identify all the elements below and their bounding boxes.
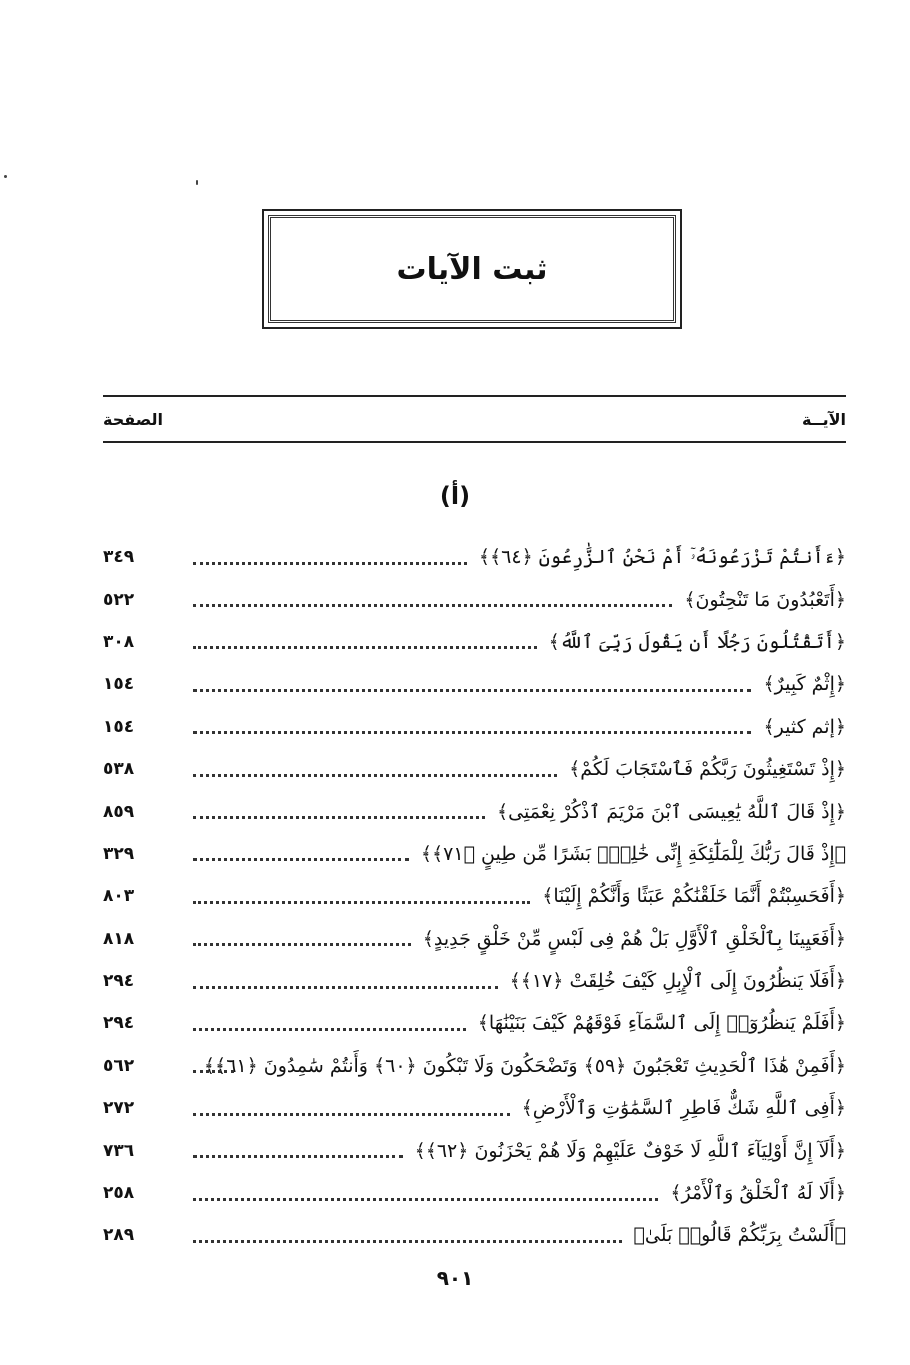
dot-leader — [193, 1198, 658, 1201]
index-entry — [103, 1087, 846, 1129]
index-entry — [103, 748, 846, 790]
index-entry — [103, 1002, 846, 1044]
dot-leader — [193, 646, 537, 649]
dot-leader — [193, 604, 672, 607]
dot-leader — [193, 1155, 403, 1158]
verse-text: ﴿ءَأَنتُمْ تَزْرَعُونَهُۥٓ أَمْ نَحْنُ ٱلزَّٰرِعُونَ ﴿٦٤﴾﴾ — [478, 546, 846, 569]
verse-text: ﴿أَفَلَا يَنظُرُونَ إِلَى ٱلْإِبِلِ كَيْفَ خُلِقَتْ ﴿١٧﴾﴾ — [509, 970, 846, 993]
page-number: ٥٦٢ — [103, 1055, 135, 1076]
page-number: ٣٤٩ — [103, 547, 135, 568]
dot-leader — [193, 1070, 234, 1073]
verse-text: ﴿إِثْمٌ كَبِيرٌ﴾ — [763, 673, 846, 696]
page-number: ٢٩٤ — [103, 1013, 135, 1034]
dot-leader — [193, 1113, 510, 1116]
dot-leader — [193, 562, 467, 565]
page-number: ٢٧٢ — [103, 1098, 135, 1119]
section-letter: (أ) — [439, 482, 471, 510]
dot-leader — [193, 858, 409, 861]
verse-text: ﴿أَتَقْتُلُونَ رَجُلًا أَن يَقُولَ رَبِّىَ ٱللَّهُ﴾ — [548, 630, 846, 653]
dot-leader — [193, 731, 751, 734]
index-entry — [103, 918, 846, 960]
title-frame-inner — [268, 215, 676, 323]
index-entry — [103, 1045, 846, 1087]
verse-text: ﴿أَلَآ إِنَّ أَوْلِيَآءَ ٱللَّهِ لَا خَوْفٌ عَلَيْهِمْ وَلَا هُمْ يَحْزَنُونَ ﴿٦٢﴾﴾ — [414, 1139, 846, 1162]
page-number: ٢٩٤ — [103, 971, 135, 992]
verse-text: ﴿أَفَعَيِينَا بِٱلْخَلْقِ ٱلْأَوَّلِ بَلْ هُمْ فِى لَبْسٍ مِّنْ خَلْقٍ جَدِيدٍ﴾ — [422, 927, 846, 950]
verse-text: ﴿إِذْ تَسْتَغِيثُونَ رَبَّكُمْ فَٱسْتَجَابَ لَكُمْ﴾ — [569, 758, 846, 781]
title-frame — [262, 209, 682, 329]
index-entry — [103, 578, 846, 620]
index-entry — [103, 621, 846, 663]
verse-text: ﴿إثم كثير﴾ — [763, 715, 846, 738]
dot-leader — [193, 901, 530, 904]
dot-leader — [193, 1240, 622, 1243]
page-number: ٢٨٩ — [103, 1225, 135, 1246]
verse-text: ﴿إِذْ قَالَ ٱللَّهُ يَٰعِيسَى ٱبْنَ مَرْيَمَ ٱذْكُرْ نِعْمَتِى﴾ — [497, 800, 846, 823]
verse-text: ﴿أَفَمِنْ هَٰذَا ٱلْحَدِيثِ تَعْجَبُونَ ﴿٥٩﴾ وَتَضْحَكُونَ وَلَا تَبْكُونَ ﴿٦٠﴾ وَأَنتُمْ سَٰمِدُونَ ﴿٦١﴾﴾ — [203, 1054, 846, 1077]
dot-leader — [193, 986, 498, 989]
column-header-row — [103, 395, 846, 443]
index-entry — [103, 960, 846, 1002]
index-entry — [103, 536, 846, 578]
dot-leader — [193, 1028, 466, 1031]
verse-index-list — [103, 536, 846, 1257]
index-entry — [103, 706, 846, 748]
verse-text: ﴿أَلَسْتُ بِرَبِّكُمْ قَالُوا۟ بَلَىٰ﴾ — [633, 1224, 846, 1247]
index-entry — [103, 1129, 846, 1171]
verse-text: ﴿أَفَلَمْ يَنظُرُوٓا۟ إِلَى ٱلسَّمَآءِ فَوْقَهُمْ كَيْفَ بَنَيْنَٰهَا﴾ — [477, 1012, 846, 1035]
footer-page-number: ٩٠١ — [436, 1266, 474, 1290]
verse-text: ﴿أَلَا لَهُ ٱلْخَلْقُ وَٱلْأَمْرُ﴾ — [670, 1182, 846, 1205]
page-number: ٥٢٢ — [103, 589, 135, 610]
page-number: ٣٢٩ — [103, 843, 135, 864]
scan-speck — [196, 180, 198, 185]
index-entry — [103, 1214, 846, 1256]
verse-text: ﴿أَتَعْبُدُونَ مَا تَنْحِتُونَ﴾ — [684, 588, 846, 611]
scan-speck — [4, 175, 7, 178]
page-number: ١٥٤ — [103, 716, 135, 737]
page-column-header: الصفحة — [103, 409, 164, 429]
index-entry — [103, 875, 846, 917]
page-number: ٨٥٩ — [103, 801, 135, 822]
dot-leader — [193, 774, 557, 777]
page-number: ٥٣٨ — [103, 759, 135, 780]
page-title: ثبت الآيات — [396, 251, 548, 287]
index-entry — [103, 1172, 846, 1214]
index-entry — [103, 790, 846, 832]
index-entry — [103, 663, 846, 705]
page-number: ٨٠٣ — [103, 886, 135, 907]
page-number: ٨١٨ — [103, 928, 135, 949]
page-number: ١٥٤ — [103, 674, 135, 695]
verse-text: ﴿أَفِى ٱللَّهِ شَكٌّ فَاطِرِ ٱلسَّمَٰوَٰتِ وَٱلْأَرْضِ﴾ — [521, 1097, 846, 1120]
verse-text: ﴿أَفَحَسِبْتُمْ أَنَّمَا خَلَقْنَٰكُمْ عَبَثًا وَأَنَّكُمْ إِلَيْنَا﴾ — [542, 885, 846, 908]
verse-text: ﴿إِذْ قَالَ رَبُّكَ لِلْمَلَٰٓئِكَةِ إِنِّى خَٰلِقٌۢ بَشَرًا مِّن طِينٍ ﴿٧١﴾﴾ — [420, 842, 846, 865]
page-number: ٣٠٨ — [103, 631, 135, 652]
index-entry — [103, 833, 846, 875]
page-number: ٢٥٨ — [103, 1183, 135, 1204]
page-number: ٧٣٦ — [103, 1140, 135, 1161]
dot-leader — [193, 689, 751, 692]
dot-leader — [193, 816, 485, 819]
dot-leader — [193, 943, 411, 946]
verse-column-header: الآيــة — [801, 409, 846, 429]
